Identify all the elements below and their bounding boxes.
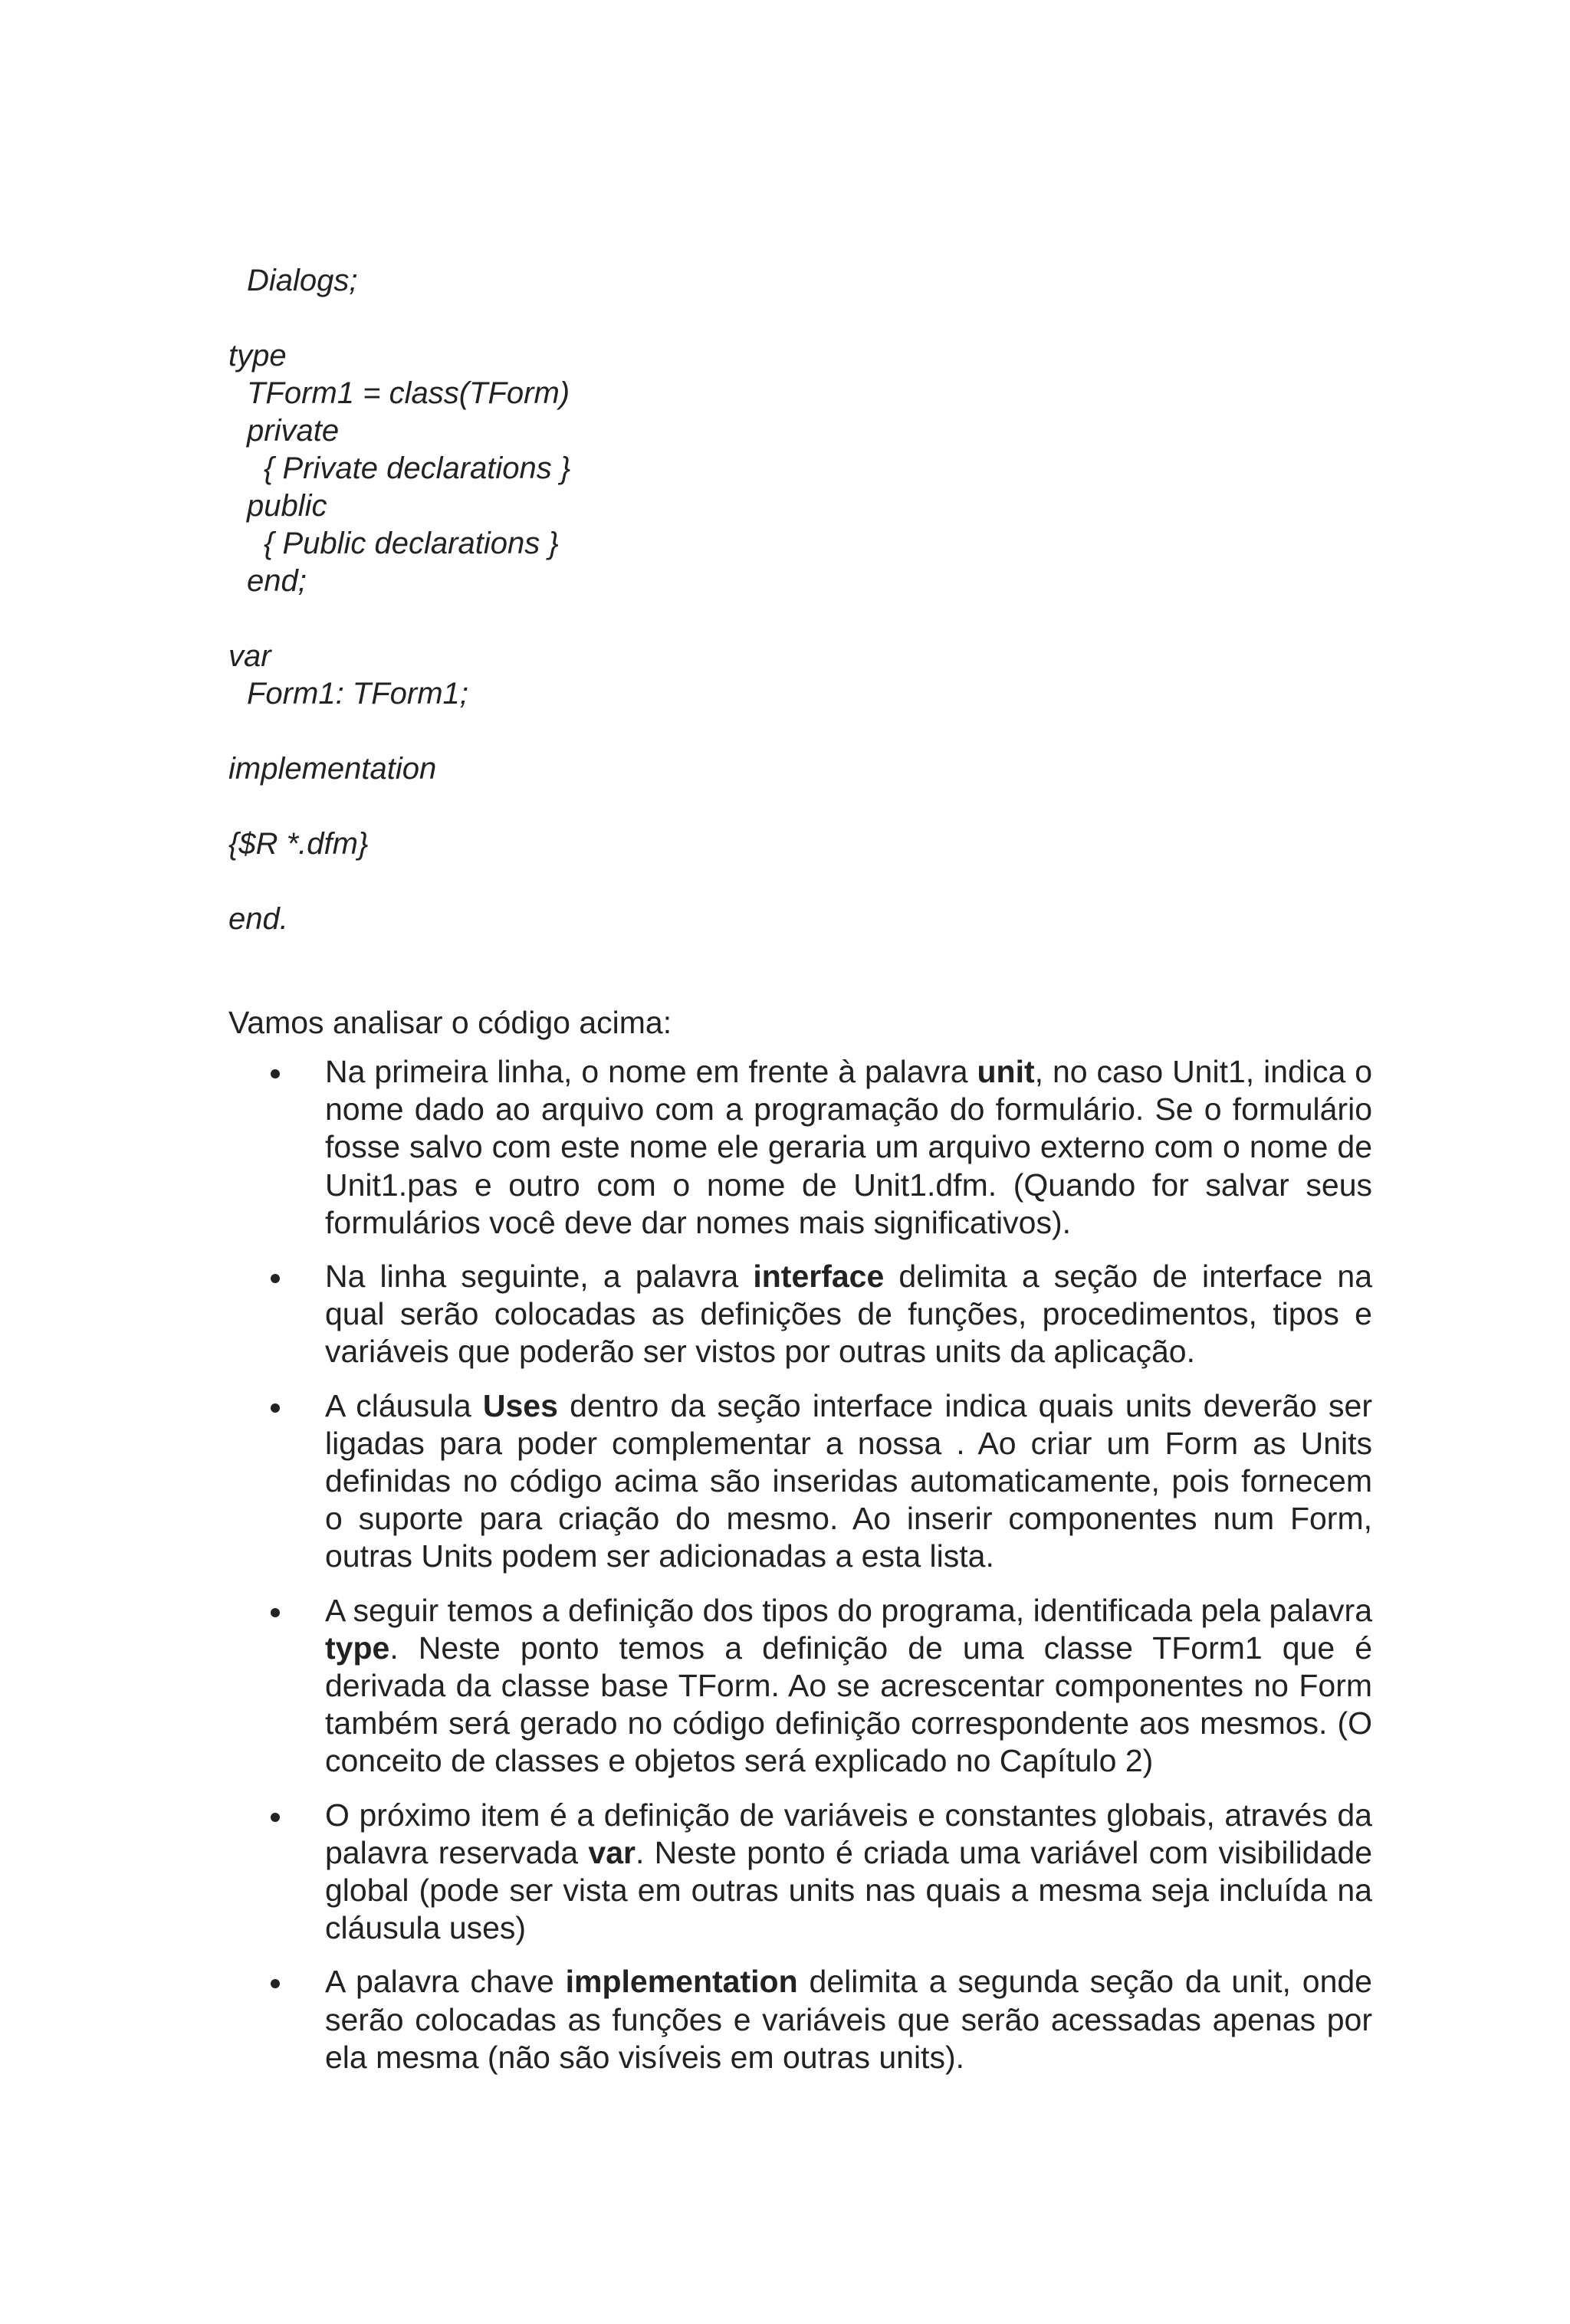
keyword-uses: Uses	[482, 1387, 558, 1423]
code-line-type: type	[228, 339, 287, 373]
bullet-icon	[271, 1274, 280, 1283]
bullet-icon	[271, 1979, 280, 1988]
code-line-public-declarations: { Public declarations }	[264, 527, 559, 560]
intro-paragraph: Vamos analisar o código acima:	[228, 1005, 672, 1040]
keyword-interface: interface	[753, 1259, 885, 1295]
list-item-implementation	[228, 1963, 1372, 2076]
list-item-interface	[228, 1258, 1372, 1371]
list-item-text-before: Na linha seguinte, a palavra	[325, 1259, 754, 1295]
list-item-var	[228, 1797, 1372, 1948]
list-item-unit	[228, 1053, 1372, 1242]
code-line-dialogs: Dialogs;	[247, 264, 358, 297]
list-item-text-before: A seguir temos a definição dos tipos do programa, identificada pela palavra	[325, 1592, 1372, 1628]
keyword-var: var	[588, 1834, 636, 1870]
list-item-text-before: A cláusula	[325, 1387, 483, 1423]
code-line-implementation: implementation	[228, 752, 437, 786]
list-item-uses	[228, 1387, 1372, 1576]
code-line-form1: Form1: TForm1;	[247, 677, 468, 711]
list-item-text-before: Na primeira linha, o nome em frente à palavra	[325, 1054, 977, 1089]
code-line-tform1-class: TForm1 = class(TForm)	[247, 376, 570, 410]
keyword-implementation: implementation	[565, 1964, 798, 2000]
list-item-text-after: . Neste ponto é criada uma variável com visibilidade global (pode ser vista em outras units nas quais a mesma seja incluída na cláusula uses)	[325, 1834, 1372, 1946]
code-line-var: var	[228, 639, 271, 673]
code-line-private-declarations: { Private declarations }	[264, 451, 571, 485]
list-item-text-before: A palavra chave	[325, 1964, 566, 2000]
list-item-text-after: , no caso Unit1, indica o nome dado ao arquivo com a programação do formulário. Se o formulário fosse salvo com este nome ele geraria um arquivo externo com o nome de Unit1.pas e outro com o nome de Unit1.dfm. (Quando for salvar seus formulários você deve dar nomes mais significativos).	[325, 1054, 1372, 1240]
code-line-private: private	[247, 414, 340, 448]
keyword-type: type	[325, 1630, 390, 1666]
code-line-end-unit: end.	[228, 902, 288, 936]
list-item-type	[228, 1592, 1372, 1781]
bullet-icon	[271, 1069, 280, 1078]
list-item-text-after: delimita a segunda seção da unit, onde serão colocadas as funções e variáveis que serão acessadas apenas por ela mesma (não são visíveis em outras units).	[325, 1964, 1372, 2075]
keyword-unit: unit	[977, 1054, 1035, 1089]
code-line-resource-directive: {$R *.dfm}	[228, 827, 369, 861]
code-line-public: public	[247, 489, 327, 523]
code-line-end-class: end;	[247, 564, 307, 598]
bullet-icon	[271, 1403, 280, 1413]
list-item-text-after: . Neste ponto temos a definição de uma classe TForm1 que é derivada da classe base TForm. Ao se acrescentar componentes no Form também será gerado no código definição correspondente aos mesmos. (O conceito de classes e objetos será explicado no Capítulo 2)	[325, 1630, 1372, 1779]
list-item-text-after: delimita a seção de interface na qual serão colocadas as definições de funções, procedimentos, tipos e variáveis que poderão ser vistos por outras units da aplicação.	[325, 1259, 1373, 1370]
list-item-text-before: O próximo item é a definição de variáveis e constantes globais, através da palavra reservada	[325, 1797, 1372, 1870]
bullet-icon	[271, 1608, 280, 1617]
list-item-text-after: dentro da seção interface indica quais units deverão ser ligadas para poder complementar a nossa . Ao criar um Form as Units definidas no código acima são inseridas automaticamente, pois fornecem o suporte para criação do mesmo. Ao inserir componentes num Form, outras Units podem ser adicionadas a esta lista.	[325, 1387, 1372, 1574]
explanation-list	[228, 1053, 1372, 2093]
bullet-icon	[271, 1813, 280, 1822]
